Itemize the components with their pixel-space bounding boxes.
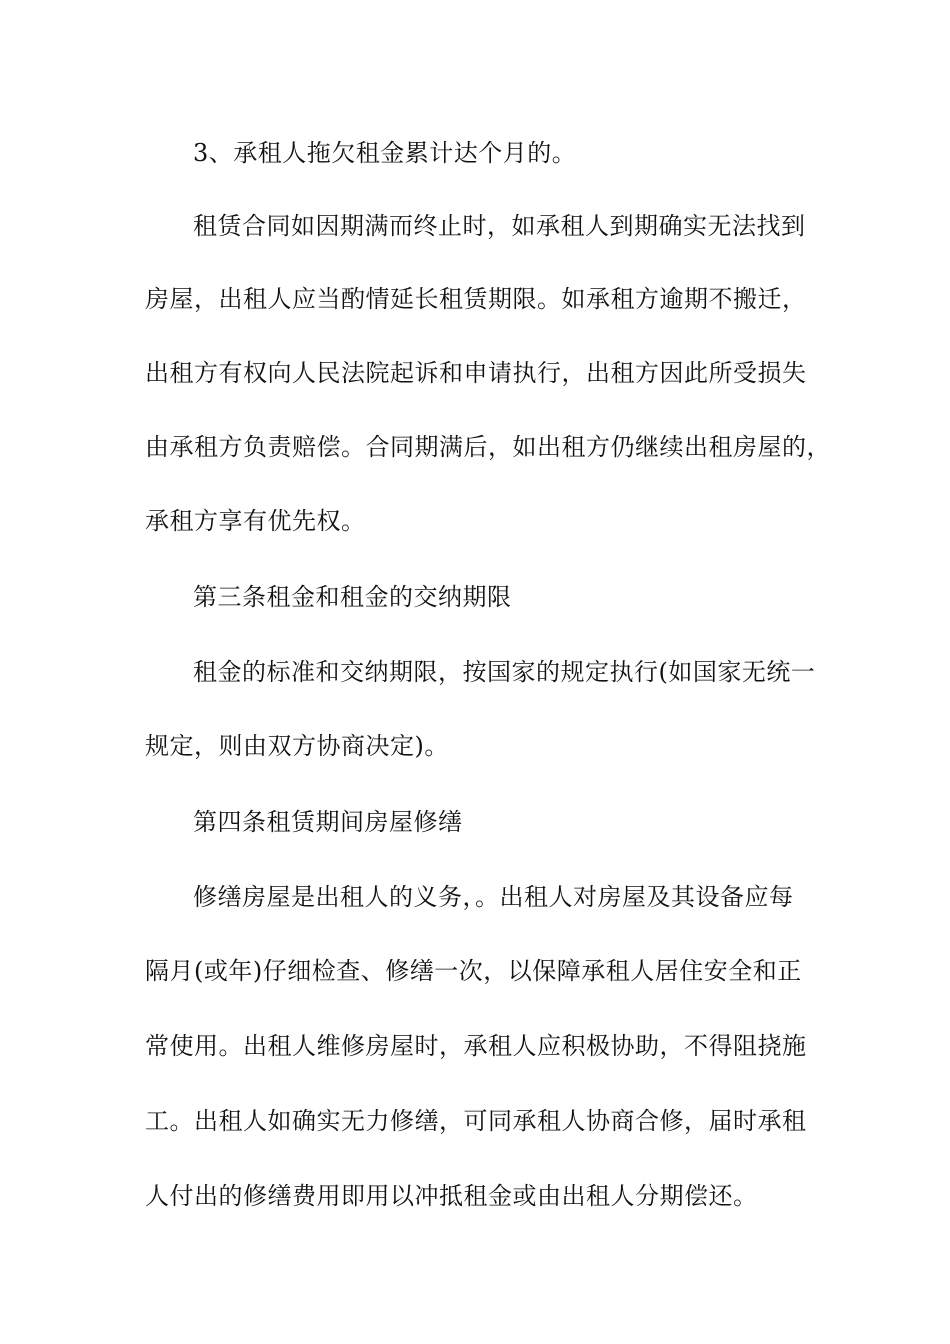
text-line-clause-3: 3、承租人拖欠租金累计达个月的。 [193,139,577,167]
text-line-paragraph-1-cont-3: 由承租方负责赔偿。合同期满后，如出租方仍继续出租房屋的， [145,433,831,461]
section-heading-article-3: 第三条租金和租金的交纳期限 [193,583,512,611]
text-line-paragraph-3-cont-2: 常使用。出租人维修房屋时，承租人应积极协助，不得阻挠施 [145,1032,807,1060]
text-line-paragraph-2-cont-1: 规定，则由双方协商决定)。 [145,732,449,760]
text-line-paragraph-1-cont-1: 房屋，出租人应当酌情延长租赁期限。如承租方逾期不搬迁， [145,285,807,313]
text-line-paragraph-2: 租金的标准和交纳期限，按国家的规定执行(如国家无统一 [193,658,816,686]
section-heading-article-4: 第四条租赁期间房屋修缮 [193,808,463,836]
text-line-paragraph-3-cont-4: 人付出的修缮费用即用以冲抵租金或由出租人分期偿还。 [145,1182,758,1210]
text-line-paragraph-3-cont-1: 隔月(或年)仔细检查、修缮一次，以保障承租人居住安全和正 [145,957,802,985]
text-line-paragraph-1-cont-2: 出租方有权向人民法院起诉和申请执行，出租方因此所受损失 [145,359,807,387]
text-line-paragraph-3-cont-3: 工。出租人如确实无力修缮，可同承租人协商合修，届时承租 [145,1107,807,1135]
text-line-paragraph-3: 修缮房屋是出租人的义务，。出租人对房屋及其设备应每 [193,883,794,911]
text-line-paragraph-1-cont-4: 承租方享有优先权。 [145,507,366,535]
text-line-paragraph-1: 租赁合同如因期满而终止时，如承租人到期确实无法找到 [193,212,806,240]
